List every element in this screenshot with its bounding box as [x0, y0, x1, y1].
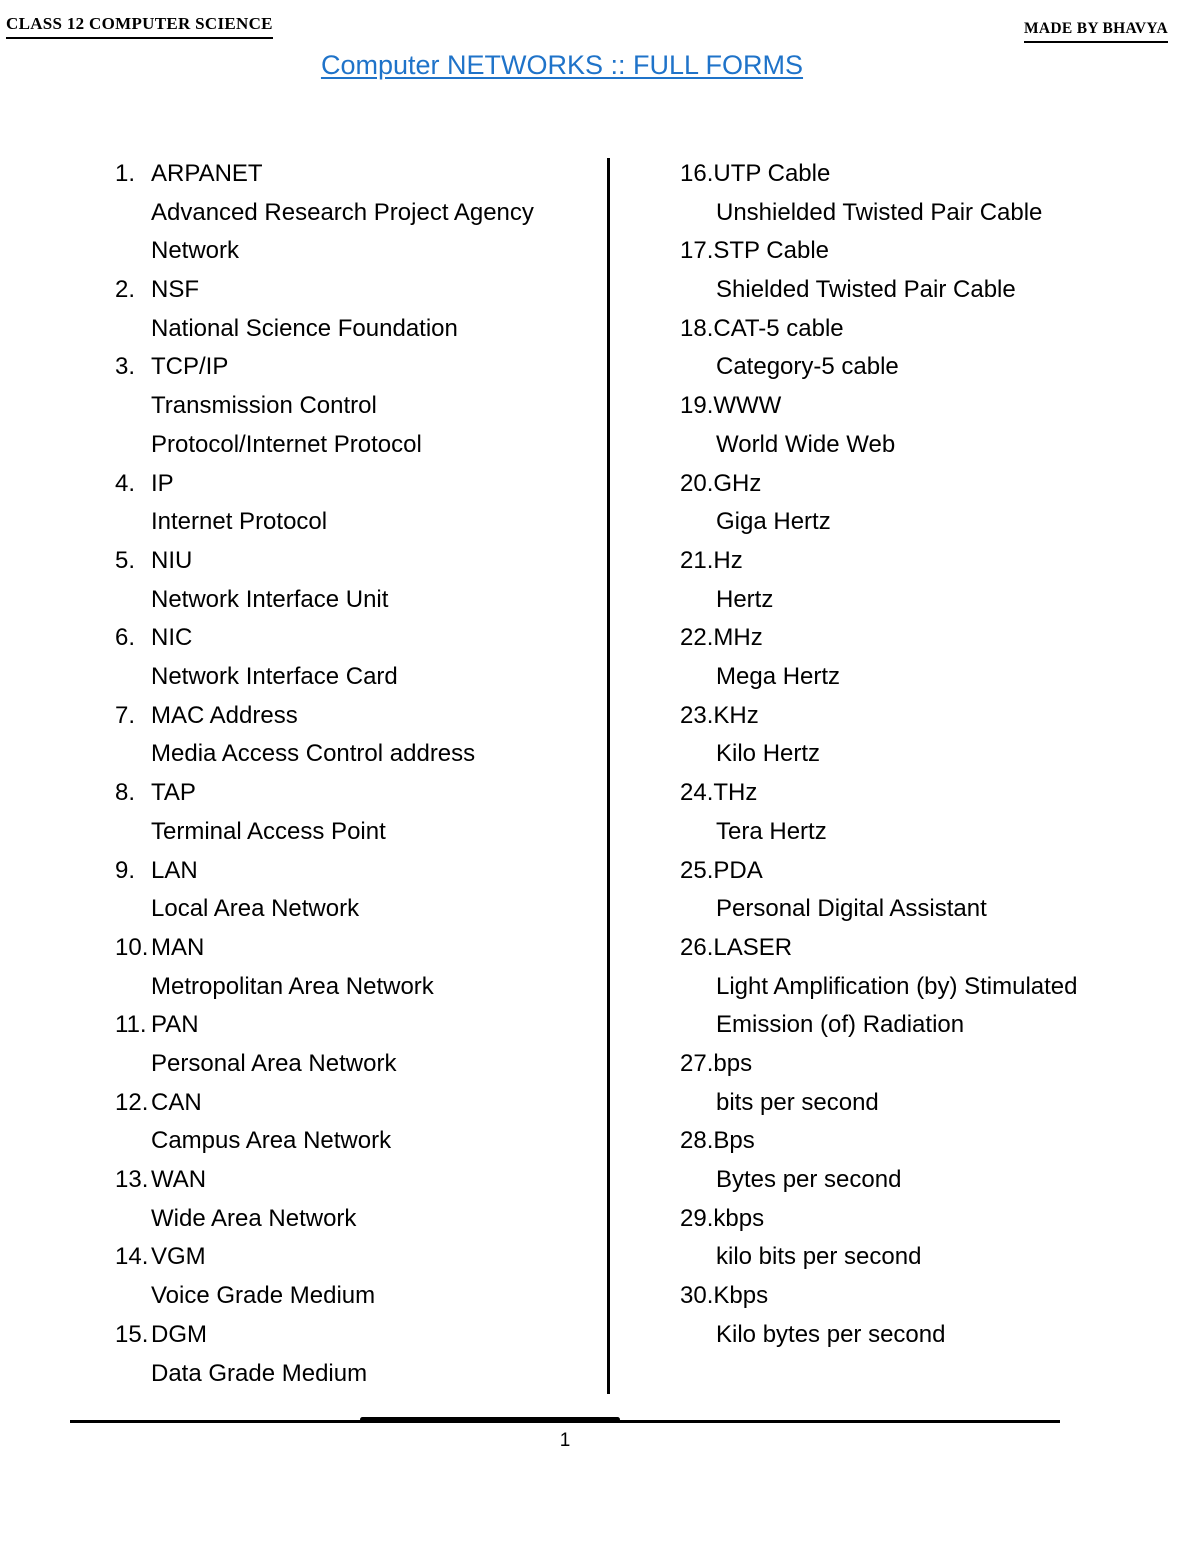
- item-full-form: Tera Hertz: [716, 817, 827, 845]
- list-item: [680, 1200, 1180, 1277]
- item-term-row: [680, 465, 1180, 504]
- item-term-row: [115, 1238, 595, 1277]
- item-number: 10.: [115, 933, 149, 961]
- item-term: NIC: [151, 624, 193, 652]
- list-item: [115, 271, 595, 348]
- item-number: 30.: [680, 1282, 714, 1310]
- item-term: PDA: [713, 856, 763, 884]
- item-term: GHz: [713, 469, 762, 497]
- item-term: STP Cable: [713, 237, 829, 265]
- list-item: [680, 310, 1180, 387]
- item-term: TCP/IP: [151, 353, 229, 381]
- item-full-form: Data Grade Medium: [151, 1359, 368, 1387]
- item-term-row: [680, 774, 1180, 813]
- list-item: [680, 774, 1180, 851]
- item-term: LASER: [713, 933, 793, 961]
- item-term-row: [680, 387, 1180, 426]
- list-item: [115, 1161, 595, 1238]
- list-item: [680, 232, 1180, 309]
- item-term: Hz: [713, 546, 743, 574]
- item-full-form: Campus Area Network: [151, 1127, 392, 1155]
- item-term-row: [115, 1161, 595, 1200]
- header-left: CLASS 12 COMPUTER SCIENCE: [6, 14, 273, 39]
- item-term-row: [680, 852, 1180, 891]
- item-term: NSF: [151, 276, 199, 304]
- item-number: 20.: [680, 469, 714, 497]
- item-term: PAN: [151, 1011, 199, 1039]
- item-number: 23.: [680, 701, 714, 729]
- item-full-form: Advanced Research Project Agency: [151, 198, 534, 226]
- item-full-form: Bytes per second: [716, 1166, 902, 1194]
- item-term-row: [115, 929, 595, 968]
- item-full-form: Network: [151, 237, 240, 265]
- item-term: MAN: [151, 933, 205, 961]
- item-number: 9.: [115, 856, 136, 884]
- list-item: [680, 1122, 1180, 1199]
- header-right: MADE BY BHAVYA: [1024, 20, 1168, 43]
- list-item: [115, 465, 595, 542]
- item-number: 13.: [115, 1166, 149, 1194]
- list-item: [680, 387, 1180, 464]
- item-number: 27.: [680, 1050, 714, 1077]
- item-term-row: [115, 774, 595, 813]
- list-item: [680, 929, 1180, 1045]
- item-number: 3.: [115, 353, 136, 381]
- item-number: 25.: [680, 856, 714, 884]
- item-full-form: Voice Grade Medium: [151, 1282, 376, 1310]
- column-divider: [607, 158, 610, 1394]
- item-term-row: [680, 929, 1180, 968]
- item-full-form: kilo bits per second: [716, 1243, 922, 1271]
- item-number: 19.: [680, 392, 714, 420]
- list-item: [115, 697, 595, 774]
- footer-rule-accent: [360, 1417, 620, 1422]
- item-full-form: Hertz: [716, 585, 774, 613]
- item-term-row: [680, 1277, 1180, 1316]
- list-item: [115, 1006, 595, 1083]
- item-number: 2.: [115, 276, 136, 304]
- page-number: 1: [559, 1430, 571, 1451]
- item-term-row: [115, 465, 595, 504]
- item-number: 26.: [680, 933, 714, 961]
- list-item: [680, 155, 1180, 232]
- list-item: [115, 1316, 595, 1393]
- item-term-row: [115, 619, 595, 658]
- list-item: [680, 465, 1180, 542]
- item-term-row: [115, 1084, 595, 1123]
- item-term-row: [115, 348, 595, 387]
- item-number: 5.: [115, 546, 136, 574]
- item-term: bps: [713, 1050, 753, 1077]
- item-term-row: [115, 155, 595, 194]
- item-number: 12.: [115, 1088, 149, 1116]
- item-number: 21.: [680, 546, 714, 574]
- item-term: Kbps: [713, 1282, 769, 1310]
- item-full-form: Local Area Network: [151, 895, 360, 923]
- item-term-row: [680, 1045, 1180, 1084]
- item-full-form: Metropolitan Area Network: [151, 972, 434, 1000]
- item-number: 17.: [680, 237, 714, 265]
- list-item: [680, 1045, 1180, 1122]
- item-number: 6.: [115, 624, 136, 652]
- item-term-row: [115, 1006, 595, 1045]
- item-term: KHz: [713, 701, 759, 729]
- item-term-row: [115, 697, 595, 736]
- item-term: ARPANET: [151, 160, 263, 187]
- list-item: [115, 929, 595, 1006]
- item-number: 11.: [115, 1011, 147, 1039]
- item-full-form: bits per second: [716, 1088, 879, 1116]
- item-number: 4.: [115, 469, 136, 497]
- item-term-row: [680, 697, 1180, 736]
- list-item: [115, 1084, 595, 1161]
- item-term-row: [680, 1122, 1180, 1161]
- item-term-row: [115, 1316, 595, 1355]
- item-full-form: Unshielded Twisted Pair Cable: [716, 198, 1043, 226]
- item-full-form: World Wide Web: [716, 430, 896, 458]
- item-number: 7.: [115, 701, 136, 729]
- item-term: VGM: [151, 1243, 206, 1271]
- item-number: 15.: [115, 1320, 149, 1348]
- item-number: 29.: [680, 1204, 714, 1232]
- item-term: IP: [151, 469, 174, 497]
- list-item: [115, 619, 595, 696]
- item-full-form: Emission (of) Radiation: [716, 1011, 965, 1039]
- item-full-form: National Science Foundation: [151, 314, 458, 342]
- item-term-row: [680, 1200, 1180, 1239]
- item-full-form: Internet Protocol: [151, 508, 328, 536]
- item-term-row: [115, 852, 595, 891]
- item-full-form: Terminal Access Point: [151, 817, 386, 845]
- item-term-row: [115, 542, 595, 581]
- list-item: [680, 619, 1180, 696]
- left-column: [115, 155, 595, 1393]
- item-term: THz: [713, 779, 758, 807]
- list-item: [680, 542, 1180, 619]
- page-title-wrap: [0, 50, 1124, 81]
- item-term: MHz: [713, 624, 763, 652]
- item-term: TAP: [151, 779, 196, 807]
- item-term: WWW: [713, 392, 782, 420]
- item-full-form: Network Interface Unit: [151, 585, 389, 613]
- item-full-form: Kilo Hertz: [716, 740, 821, 768]
- item-full-form: Mega Hertz: [716, 663, 841, 691]
- item-term-row: [680, 619, 1180, 658]
- item-term-row: [680, 155, 1180, 194]
- item-full-form: Network Interface Card: [151, 663, 398, 691]
- list-item: [115, 542, 595, 619]
- item-number: 18.: [680, 314, 714, 342]
- item-number: 16.: [680, 160, 714, 187]
- item-term: NIU: [151, 546, 193, 574]
- list-item: [115, 1238, 595, 1315]
- item-term-row: [680, 542, 1180, 581]
- item-term: MAC Address: [151, 701, 298, 729]
- item-full-form: Transmission Control: [151, 392, 377, 420]
- item-number: 1.: [115, 160, 136, 187]
- list-item: [115, 852, 595, 929]
- list-item: [680, 697, 1180, 774]
- item-full-form: Shielded Twisted Pair Cable: [716, 276, 1016, 304]
- right-column: [680, 155, 1180, 1355]
- item-full-form: Media Access Control address: [151, 740, 476, 768]
- item-full-form: Category-5 cable: [716, 353, 899, 381]
- item-term: Bps: [713, 1127, 755, 1155]
- item-number: 28.: [680, 1127, 714, 1155]
- item-number: 22.: [680, 624, 714, 652]
- item-term: LAN: [151, 856, 198, 884]
- page-title: Computer NETWORKS :: FULL FORMS: [320, 50, 804, 80]
- item-number: 14.: [115, 1243, 149, 1271]
- item-full-form: Kilo bytes per second: [716, 1320, 946, 1348]
- item-term: DGM: [151, 1320, 207, 1348]
- list-item: [680, 852, 1180, 929]
- item-term-row: [680, 310, 1180, 349]
- item-number: 24.: [680, 779, 714, 807]
- list-item: [115, 348, 595, 464]
- item-full-form: Personal Area Network: [151, 1050, 397, 1077]
- item-term: UTP Cable: [713, 160, 831, 187]
- item-term: WAN: [151, 1166, 207, 1194]
- item-full-form: Giga Hertz: [716, 508, 831, 536]
- list-item: [115, 774, 595, 851]
- item-full-form: Personal Digital Assistant: [716, 895, 987, 923]
- list-item: [680, 1277, 1180, 1354]
- item-full-form: Light Amplification (by) Stimulated: [716, 972, 1078, 1000]
- item-number: 8.: [115, 779, 136, 807]
- item-term: CAN: [151, 1088, 202, 1116]
- item-term-row: [115, 271, 595, 310]
- item-term: kbps: [713, 1204, 765, 1232]
- item-full-form: Protocol/Internet Protocol: [151, 430, 422, 458]
- list-item: [115, 155, 595, 271]
- item-full-form: Wide Area Network: [151, 1204, 357, 1232]
- item-term: CAT-5 cable: [713, 314, 844, 342]
- item-term-row: [680, 232, 1180, 271]
